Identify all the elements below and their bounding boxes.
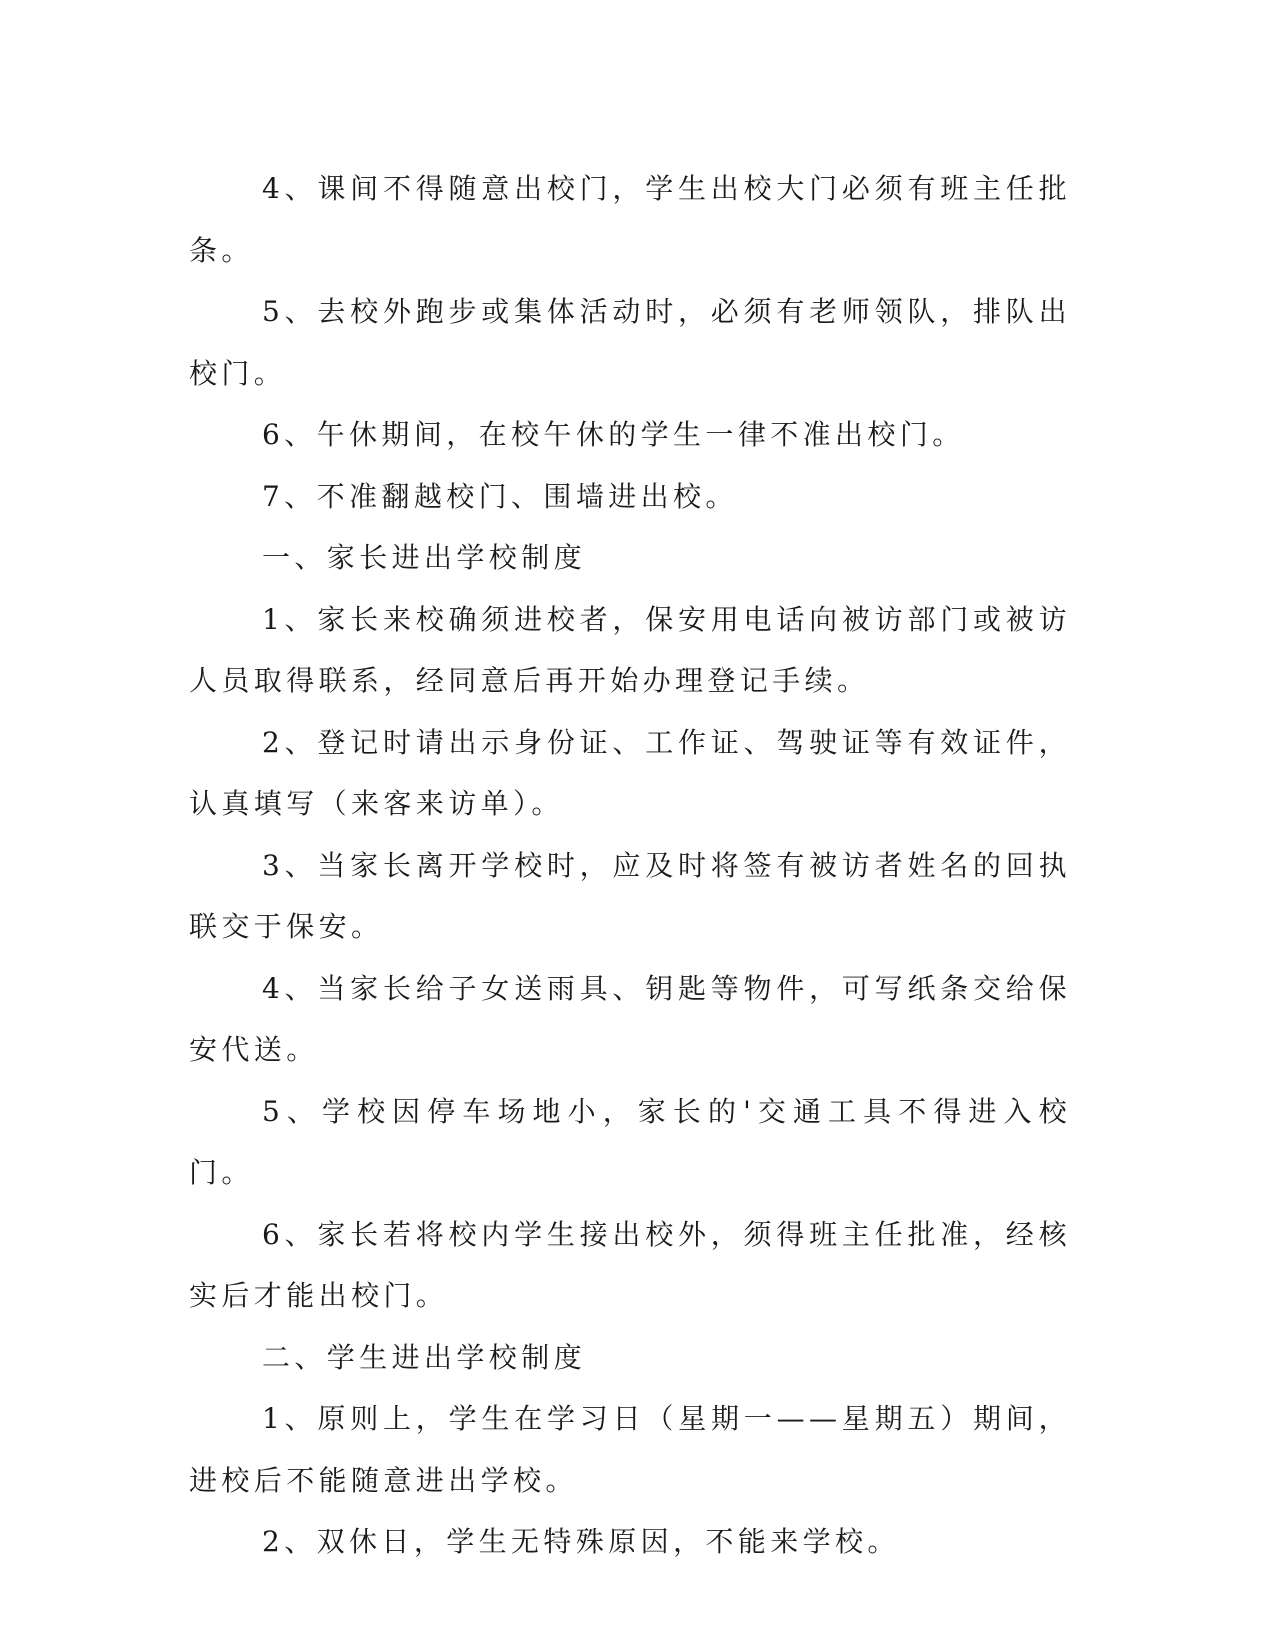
paragraph-rule-7-no-climbing: 7、不准翻越校门、围墙进出校。 (262, 479, 738, 513)
paragraph-student-rule-2: 2、双休日，学生无特殊原因，不能来学校。 (262, 1525, 900, 1558)
section-heading-parents: 一、家长进出学校制度 (262, 541, 587, 574)
paragraph-rule-4-class-break: 4、课间不得随意出校门，学生出校大门必须有班主任批条。 (189, 172, 1071, 267)
paragraph-parent-rule-4: 4、当家长给子女送雨具、钥匙等物件，可写纸条交给保安代送。 (189, 971, 1071, 1066)
paragraph-rule-5-outdoor-activity: 5、去校外跑步或集体活动时，必须有老师领队，排队出校门。 (189, 295, 1071, 390)
paragraph-parent-rule-2: 2、登记时请出示身份证、工作证、驾驶证等有效证件，认真填写（来客来访单）。 (189, 725, 1071, 820)
paragraph-rule-6-lunch-break: 6、午休期间，在校午休的学生一律不准出校门。 (262, 418, 965, 451)
document-body (189, 158, 1071, 1573)
paragraph-parent-rule-1: 1、家长来校确须进校者，保安用电话向被访部门或被访人员取得联系，经同意后再开始办理登记手续。 (189, 602, 1071, 697)
paragraph-student-rule-1: 1、原则上，学生在学习日（星期一——星期五）期间，进校后不能随意进出学校。 (189, 1402, 1071, 1497)
paragraph-parent-rule-3: 3、当家长离开学校时，应及时将签有被访者姓名的回执联交于保安。 (189, 848, 1071, 943)
paragraph-parent-rule-5: 5、学校因停车场地小，家长的'交通工具不得进入校门。 (189, 1094, 1071, 1189)
paragraph-parent-rule-6: 6、家长若将校内学生接出校外，须得班主任批准，经核实后才能出校门。 (189, 1217, 1071, 1312)
section-heading-students: 二、学生进出学校制度 (262, 1340, 587, 1374)
